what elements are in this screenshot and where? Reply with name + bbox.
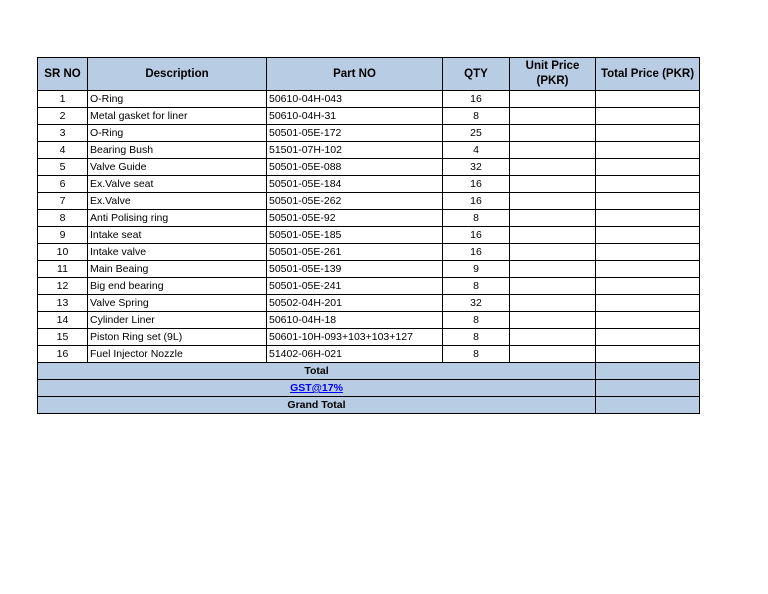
- table-row: [38, 176, 700, 193]
- cell-description: Anti Polising ring: [88, 210, 267, 227]
- cell-part-no: 50601-10H-093+103+103+127: [267, 329, 443, 346]
- cell-sr-no: 3: [38, 125, 88, 142]
- cell-qty: 16: [443, 244, 510, 261]
- cell-qty: 8: [443, 312, 510, 329]
- table-row: [38, 244, 700, 261]
- cell-total-price[interactable]: [596, 227, 700, 244]
- cell-sr-no: 12: [38, 278, 88, 295]
- cell-qty: 25: [443, 125, 510, 142]
- cell-qty: 8: [443, 346, 510, 363]
- cell-part-no: 50610-04H-043: [267, 91, 443, 108]
- header-row: [38, 58, 700, 91]
- cell-unit-price[interactable]: [510, 108, 596, 125]
- cell-sr-no: 11: [38, 261, 88, 278]
- table-row: [38, 329, 700, 346]
- cell-sr-no: 1: [38, 91, 88, 108]
- cell-description: Big end bearing: [88, 278, 267, 295]
- grand-total-value-cell[interactable]: [596, 397, 700, 414]
- cell-description: O-Ring: [88, 125, 267, 142]
- cell-part-no: 51501-07H-102: [267, 142, 443, 159]
- header-qty: QTY: [443, 58, 510, 91]
- table-body: [38, 91, 700, 363]
- cell-description: Intake valve: [88, 244, 267, 261]
- cell-unit-price[interactable]: [510, 312, 596, 329]
- cell-qty: 8: [443, 108, 510, 125]
- cell-part-no: 50610-04H-18: [267, 312, 443, 329]
- table-row: [38, 125, 700, 142]
- total-value-cell[interactable]: [596, 363, 700, 380]
- cell-part-no: 50501-05E-262: [267, 193, 443, 210]
- cell-sr-no: 9: [38, 227, 88, 244]
- cell-qty: 8: [443, 329, 510, 346]
- cell-description: Valve Guide: [88, 159, 267, 176]
- cell-part-no: 50501-05E-241: [267, 278, 443, 295]
- total-row: [38, 363, 700, 380]
- cell-part-no: 50501-05E-088: [267, 159, 443, 176]
- cell-sr-no: 10: [38, 244, 88, 261]
- cell-description: Ex.Valve: [88, 193, 267, 210]
- grand-total-row: [38, 397, 700, 414]
- cell-description: Ex.Valve seat: [88, 176, 267, 193]
- header-unit-price: Unit Price (PKR): [510, 58, 596, 91]
- gst-row: [38, 380, 700, 397]
- table-row: [38, 278, 700, 295]
- cell-qty: 16: [443, 176, 510, 193]
- cell-qty: 16: [443, 193, 510, 210]
- cell-part-no: 50502-04H-201: [267, 295, 443, 312]
- cell-qty: 16: [443, 227, 510, 244]
- cell-sr-no: 13: [38, 295, 88, 312]
- table-row: [38, 261, 700, 278]
- header-sr-no: SR NO: [38, 58, 88, 91]
- cell-qty: 16: [443, 91, 510, 108]
- cell-sr-no: 16: [38, 346, 88, 363]
- gst-value-cell[interactable]: [596, 380, 700, 397]
- cell-unit-price[interactable]: [510, 210, 596, 227]
- cell-unit-price[interactable]: [510, 346, 596, 363]
- cell-part-no: 50501-05E-261: [267, 244, 443, 261]
- cell-description: Metal gasket for liner: [88, 108, 267, 125]
- cell-description: Main Beaing: [88, 261, 267, 278]
- cell-sr-no: 5: [38, 159, 88, 176]
- table-row: [38, 91, 700, 108]
- cell-unit-price[interactable]: [510, 159, 596, 176]
- table-row: [38, 159, 700, 176]
- cell-description: Valve Spring: [88, 295, 267, 312]
- cell-total-price[interactable]: [596, 159, 700, 176]
- cell-total-price[interactable]: [596, 261, 700, 278]
- header-total-price: Total Price (PKR): [596, 58, 700, 91]
- cell-sr-no: 7: [38, 193, 88, 210]
- cell-unit-price[interactable]: [510, 125, 596, 142]
- quotation-table: [37, 57, 700, 414]
- table-row: [38, 108, 700, 125]
- cell-description: O-Ring: [88, 91, 267, 108]
- cell-part-no: 50501-05E-184: [267, 176, 443, 193]
- cell-part-no: 50501-05E-185: [267, 227, 443, 244]
- cell-part-no: 50610-04H-31: [267, 108, 443, 125]
- cell-description: Intake seat: [88, 227, 267, 244]
- total-label: Total: [38, 363, 596, 380]
- cell-total-price[interactable]: [596, 312, 700, 329]
- cell-description: Piston Ring set (9L): [88, 329, 267, 346]
- cell-sr-no: 4: [38, 142, 88, 159]
- cell-total-price[interactable]: [596, 193, 700, 210]
- cell-unit-price[interactable]: [510, 295, 596, 312]
- cell-qty: 8: [443, 210, 510, 227]
- cell-total-price[interactable]: [596, 142, 700, 159]
- cell-total-price[interactable]: [596, 278, 700, 295]
- header-description: Description: [88, 58, 267, 91]
- cell-total-price[interactable]: [596, 244, 700, 261]
- cell-description: Fuel Injector Nozzle: [88, 346, 267, 363]
- cell-qty: 4: [443, 142, 510, 159]
- cell-qty: 9: [443, 261, 510, 278]
- cell-unit-price[interactable]: [510, 227, 596, 244]
- table-row: [38, 295, 700, 312]
- cell-part-no: 50501-05E-172: [267, 125, 443, 142]
- cell-total-price[interactable]: [596, 210, 700, 227]
- cell-part-no: 50501-05E-92: [267, 210, 443, 227]
- cell-part-no: 50501-05E-139: [267, 261, 443, 278]
- cell-total-price[interactable]: [596, 125, 700, 142]
- cell-unit-price[interactable]: [510, 142, 596, 159]
- cell-qty: 32: [443, 159, 510, 176]
- table-row: [38, 312, 700, 329]
- cell-qty: 32: [443, 295, 510, 312]
- cell-sr-no: 15: [38, 329, 88, 346]
- gst-link[interactable]: GST@17%: [290, 382, 343, 394]
- cell-unit-price[interactable]: [510, 278, 596, 295]
- table-row: [38, 227, 700, 244]
- cell-total-price[interactable]: [596, 329, 700, 346]
- header-part-no: Part NO: [267, 58, 443, 91]
- cell-total-price[interactable]: [596, 91, 700, 108]
- cell-unit-price[interactable]: [510, 329, 596, 346]
- cell-total-price[interactable]: [596, 108, 700, 125]
- cell-unit-price[interactable]: [510, 91, 596, 108]
- table-row: [38, 142, 700, 159]
- cell-unit-price[interactable]: [510, 244, 596, 261]
- cell-unit-price[interactable]: [510, 176, 596, 193]
- table-row: [38, 210, 700, 227]
- cell-sr-no: 2: [38, 108, 88, 125]
- cell-unit-price[interactable]: [510, 261, 596, 278]
- cell-sr-no: 8: [38, 210, 88, 227]
- cell-part-no: 51402-06H-021: [267, 346, 443, 363]
- cell-sr-no: 14: [38, 312, 88, 329]
- cell-sr-no: 6: [38, 176, 88, 193]
- cell-qty: 8: [443, 278, 510, 295]
- cell-total-price[interactable]: [596, 295, 700, 312]
- cell-description: Cylinder Liner: [88, 312, 267, 329]
- grand-total-label: Grand Total: [38, 397, 596, 414]
- table-row: [38, 193, 700, 210]
- table-row: [38, 346, 700, 363]
- cell-unit-price[interactable]: [510, 193, 596, 210]
- cell-total-price[interactable]: [596, 346, 700, 363]
- gst-cell: [38, 380, 596, 397]
- cell-description: Bearing Bush: [88, 142, 267, 159]
- cell-total-price[interactable]: [596, 176, 700, 193]
